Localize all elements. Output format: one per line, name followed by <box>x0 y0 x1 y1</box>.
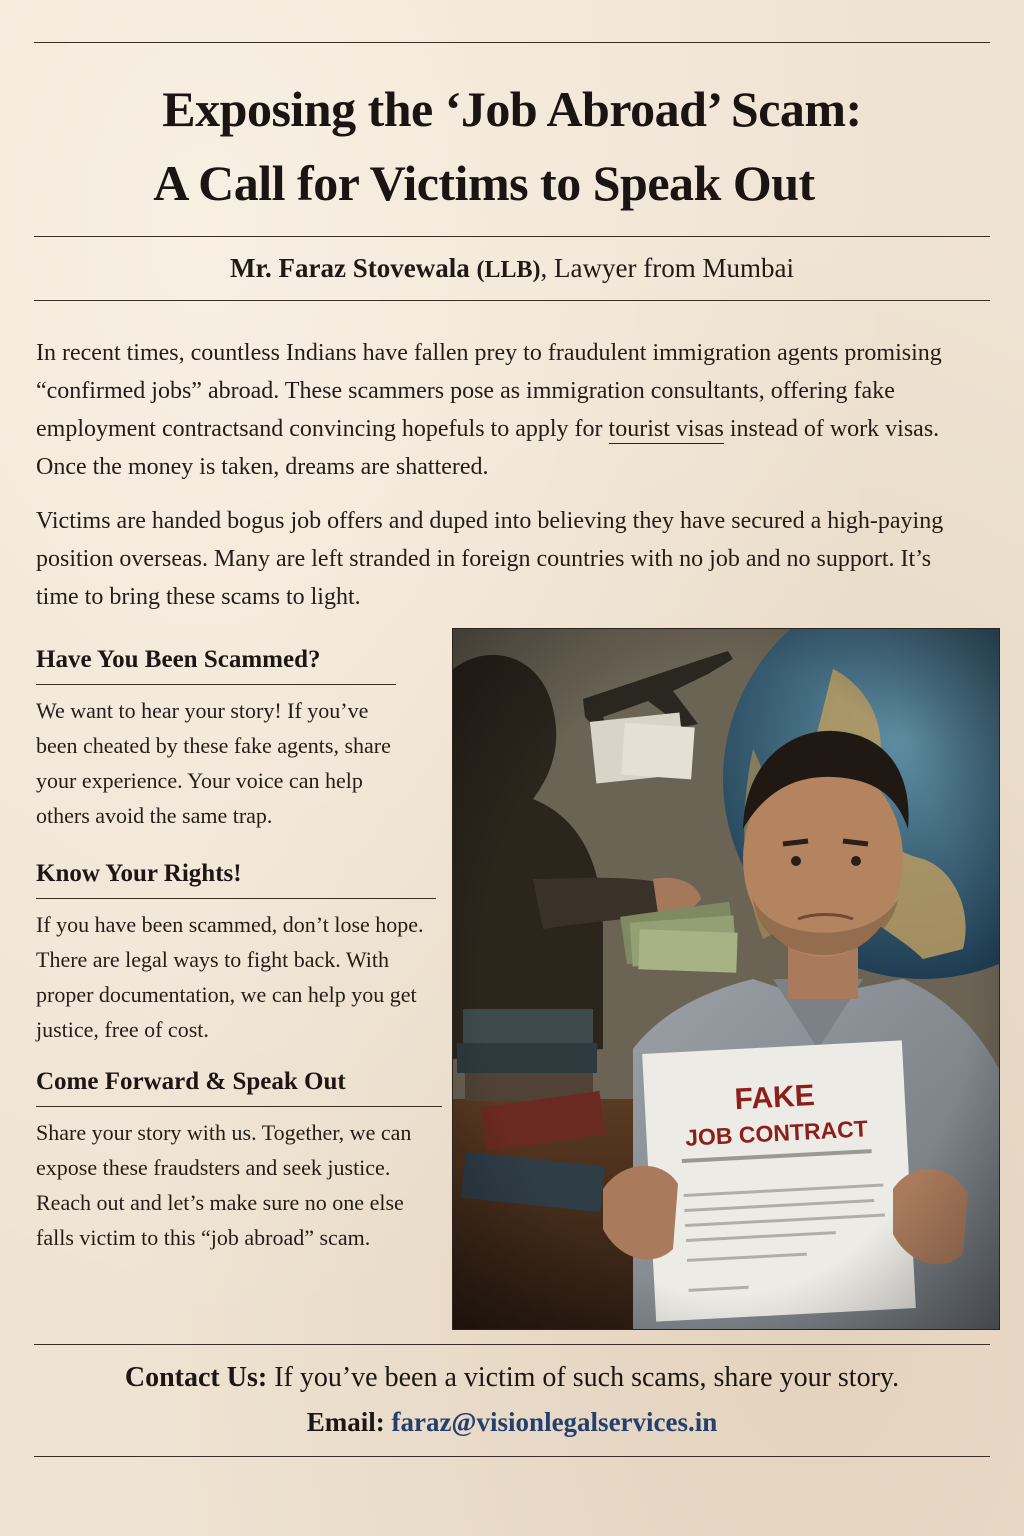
author-credential: (LLB) <box>476 257 541 283</box>
tourist-visas-highlight: tourist visas <box>608 416 724 442</box>
byline <box>0 250 1024 288</box>
section-know-your-rights <box>36 858 436 1047</box>
byline-rule <box>34 300 990 301</box>
title-line-2: A Call for Victims to Speak Out <box>153 155 815 211</box>
intro-paragraph-1 <box>36 334 976 486</box>
section-body: If you have been scammed, don’t lose hope. There are legal ways to fight back. With proper documentation, we can help you get justice, free of cost. <box>36 912 424 1042</box>
contact-label: Contact Us: <box>124 1362 268 1393</box>
title-rule <box>34 236 990 237</box>
top-rule <box>34 42 990 43</box>
email-line <box>0 1402 1024 1442</box>
author-role: , Lawyer from Mumbai <box>540 253 794 283</box>
email-label: Email: <box>306 1407 385 1437</box>
section-heading: Have You Been Scammed? <box>36 644 396 685</box>
section-heading: Come Forward & Speak Out <box>36 1066 442 1107</box>
intro-text-2: Victims are handed bogus job offers and duped into believing they have secured a high-paying position overseas. Many are left stranded in foreign countries with no job and no support. It’s time to bring these scams to light. <box>36 508 944 610</box>
section-have-you-been-scammed <box>36 644 396 833</box>
intro-text-1b: instead of work visas. Once the money is taken, dreams are shattered. <box>36 416 940 480</box>
photo-illustration <box>453 629 999 1329</box>
section-body: We want to hear your story! If you’ve been cheated by these fake agents, share your experience. Your voice can help others avoid the same trap. <box>36 698 391 828</box>
author-name: Mr. Faraz Stovewala <box>230 253 470 283</box>
vignette <box>453 629 999 1329</box>
footer-rule-bottom <box>34 1456 990 1457</box>
footer-rule-top <box>34 1344 990 1345</box>
section-come-forward <box>36 1066 442 1255</box>
contact-text: If you’ve been a victim of such scams, share your story. <box>274 1362 900 1393</box>
title-line-1: Exposing the ‘Job Abroad’ Scam: <box>162 81 862 137</box>
section-heading: Know Your Rights! <box>36 858 436 899</box>
intro-paragraph-2 <box>36 502 976 616</box>
section-body: Share your story with us. Together, we can expose these fraudsters and seek justice. Reach out and let’s make sure no one else falls victim to this “job abroad” scam. <box>36 1120 412 1250</box>
intro-text-1a: In recent times, countless Indians have fallen prey to fraudulent immigration agents promising “confirmed jobs” abroad. These scammers pose as immigration consultants, offering fake employment contractsand convincing hopefuls to apply for <box>36 340 942 442</box>
page-title <box>0 72 1024 220</box>
scam-victim-photo <box>452 628 1000 1330</box>
email-address-link[interactable]: faraz@visionlegalservices.in <box>391 1407 718 1437</box>
contact-line <box>0 1358 1024 1398</box>
